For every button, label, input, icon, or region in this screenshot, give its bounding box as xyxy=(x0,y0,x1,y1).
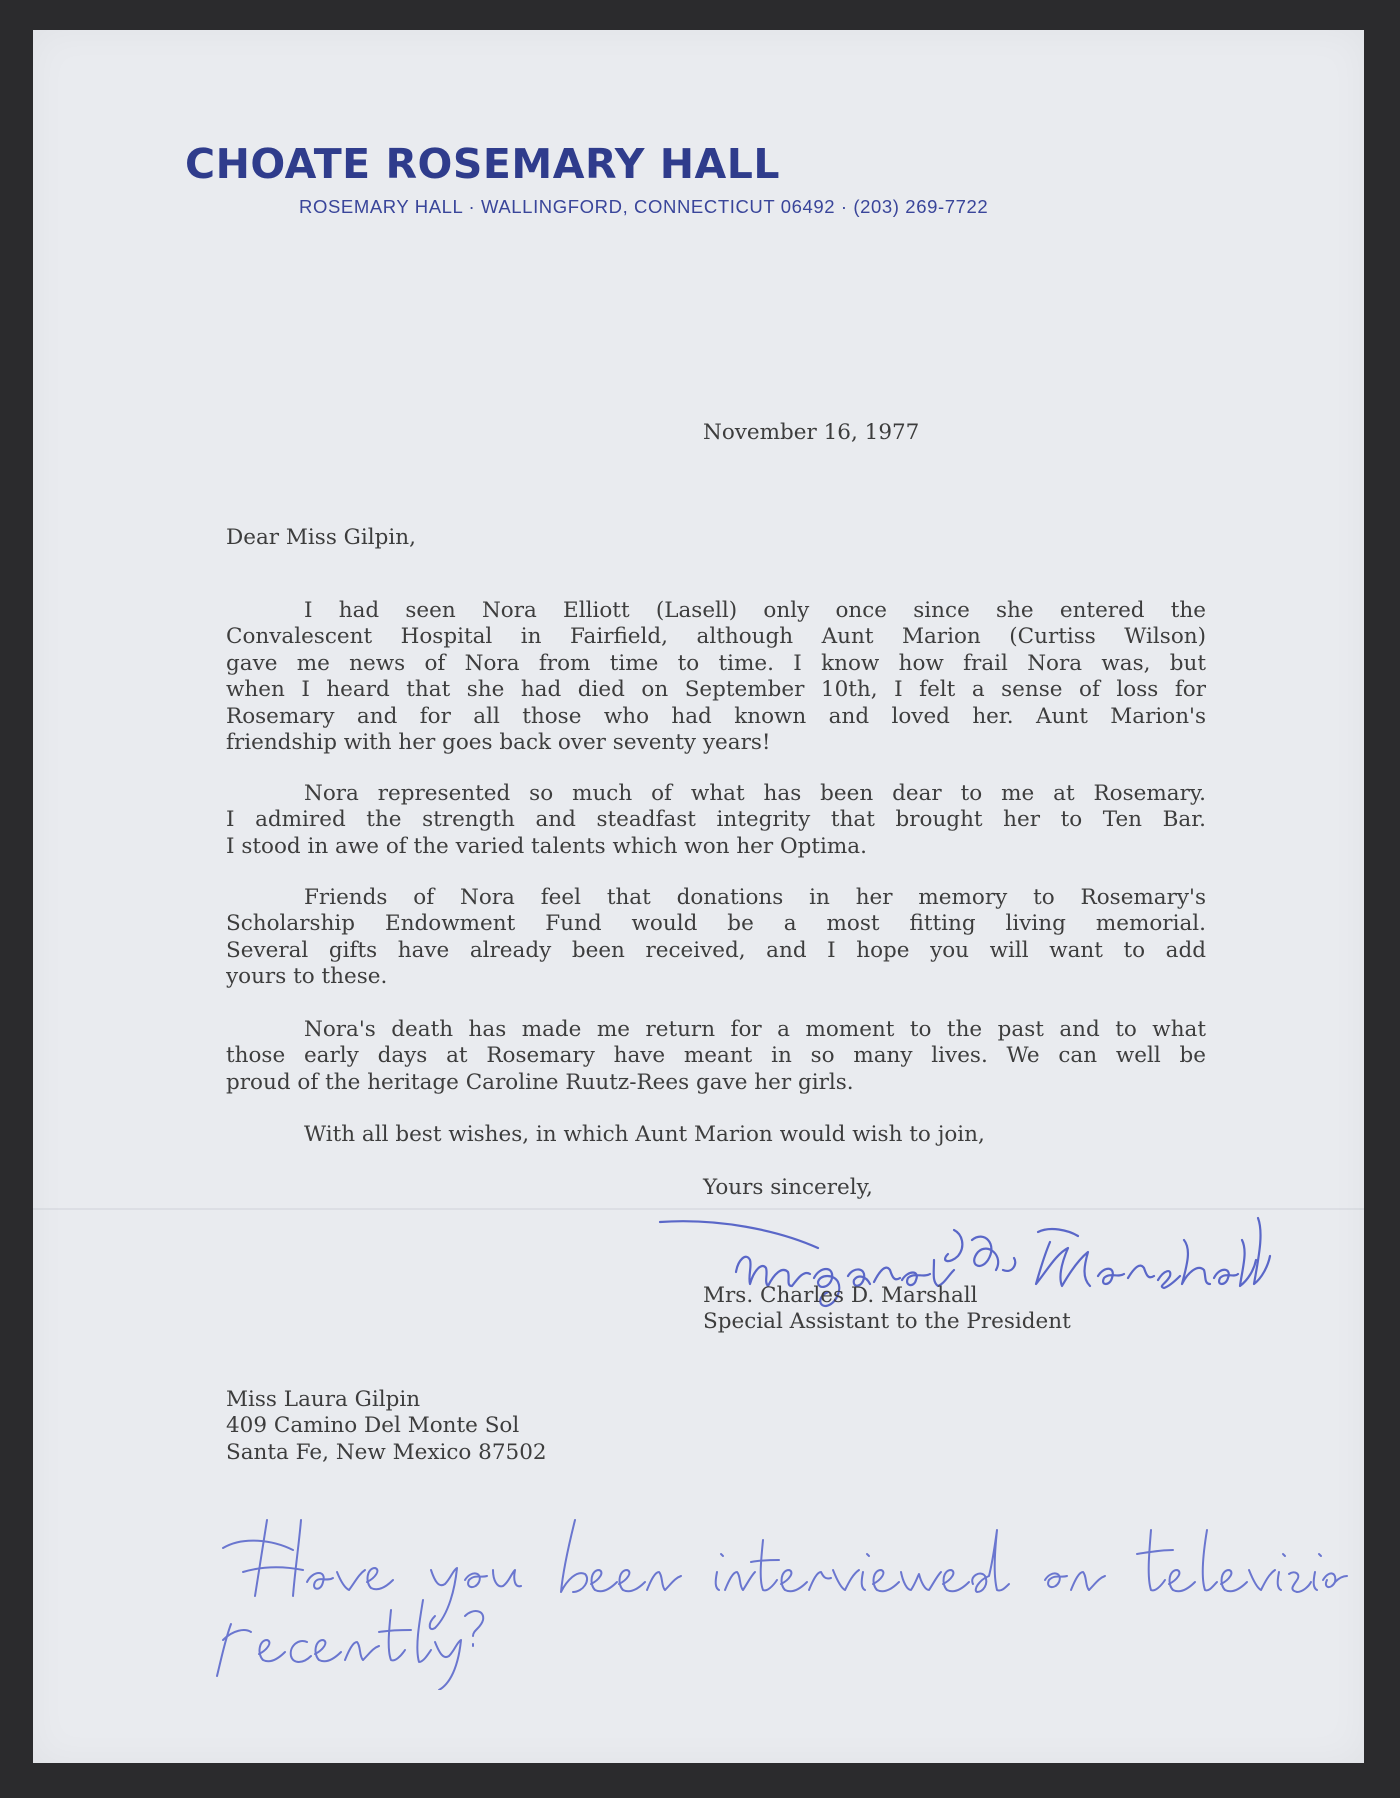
recipient-street: 409 Camino Del Monte Sol xyxy=(226,1413,520,1439)
paragraph-line: Convalescent Hospital in Fairfield, although Aunt Marion (Curtiss Wilson) xyxy=(226,624,1206,650)
paragraph-line: Several gifts have already been received, and I hope you will want to add xyxy=(226,937,1206,963)
paragraph-line: Friends of Nora feel that donations in her memory to Rosemary's xyxy=(304,885,1206,910)
signer-title: Special Assistant to the President xyxy=(703,1309,1071,1334)
letterhead-address: ROSEMARY HALL · WALLINGFORD, CONNECTICUT 06492 · (203) 269-7722 xyxy=(299,196,989,217)
paragraph-line: friendship with her goes back over seventy years! xyxy=(226,729,771,755)
paragraph-line: I had seen Nora Elliott (Lasell) only once since she entered the xyxy=(304,598,1206,623)
paragraph-line: Scholarship Endowment Fund would be a most fitting living memorial. xyxy=(226,911,1206,937)
paragraph-4 xyxy=(226,1017,1206,1096)
paragraph-2 xyxy=(226,781,1206,860)
paragraph-line: Nora represented so much of what has been dear to me at Rosemary. xyxy=(304,781,1206,806)
paragraph-line: Rosemary and for all those who had known and loved her. Aunt Marion's xyxy=(226,703,1206,729)
paragraph-line: those early days at Rosemary have meant in so many lives. We can well be xyxy=(226,1043,1206,1069)
complimentary-close: Yours sincerely, xyxy=(703,1175,873,1200)
paragraph-line: Nora's death has made me return for a moment to the past and to what xyxy=(304,1017,1206,1042)
signer-name: Mrs. Charles D. Marshall xyxy=(703,1283,978,1308)
letter-date: November 16, 1977 xyxy=(703,420,920,445)
salutation: Dear Miss Gilpin, xyxy=(226,525,416,550)
closing-wishes: With all best wishes, in which Aunt Marion would wish to join, xyxy=(304,1122,985,1147)
recipient-city: Santa Fe, New Mexico 87502 xyxy=(226,1439,547,1465)
paragraph-line: when I heard that she had died on September 10th, I felt a sense of loss for xyxy=(226,677,1206,703)
paragraph-1 xyxy=(226,598,1206,756)
paragraph-line: I stood in awe of the varied talents which won her Optima. xyxy=(226,833,867,859)
paragraph-line: I admired the strength and steadfast integrity that brought her to Ten Bar. xyxy=(226,807,1206,833)
letter-page xyxy=(33,30,1364,1763)
paragraph-line: yours to these. xyxy=(226,964,388,990)
paragraph-3 xyxy=(226,885,1206,991)
recipient-name: Miss Laura Gilpin xyxy=(226,1387,421,1412)
letterhead-school-name: CHOATE ROSEMARY HALL xyxy=(185,140,781,188)
recipient-address xyxy=(226,1387,547,1466)
paragraph-line: proud of the heritage Caroline Ruutz-Rees gave her girls. xyxy=(226,1069,854,1095)
paragraph-line: gave me news of Nora from time to time. I know how frail Nora was, but xyxy=(226,650,1206,676)
handwritten-note xyxy=(203,1500,1353,1690)
